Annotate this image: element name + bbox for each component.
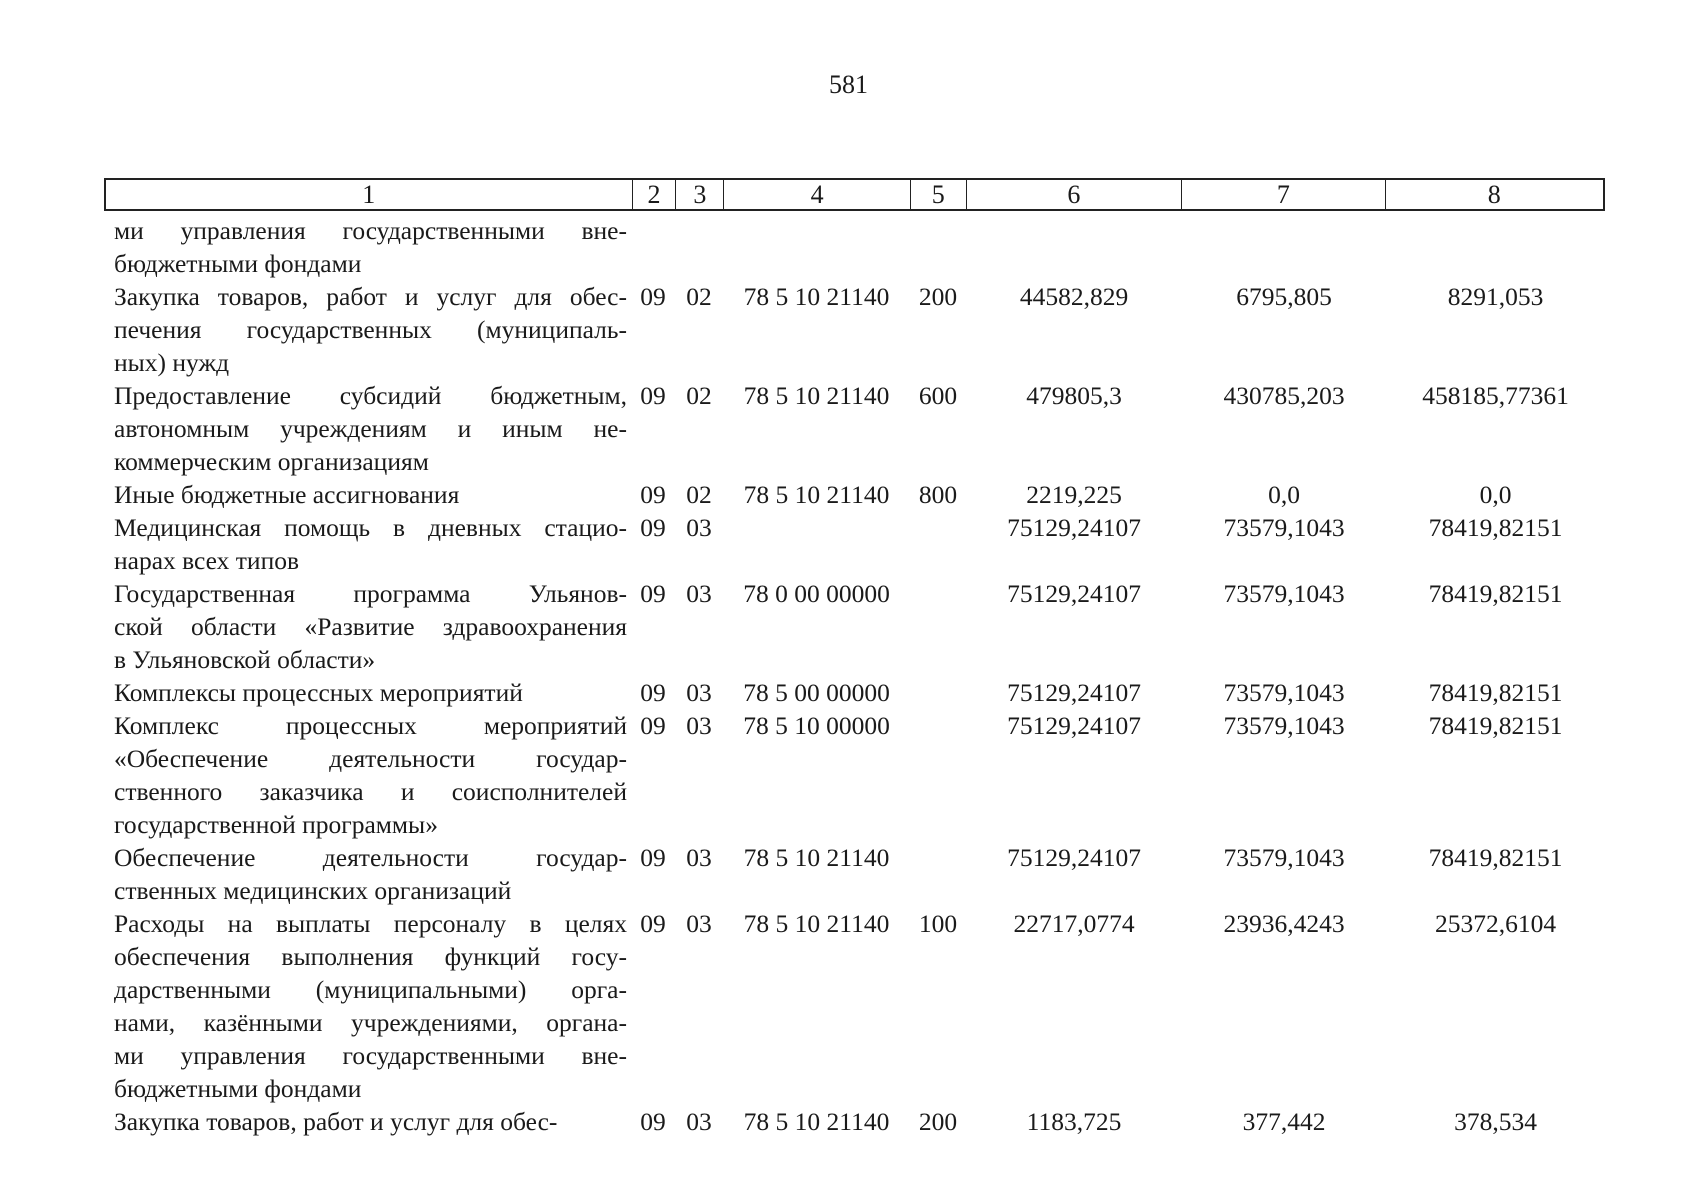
subsection-code: 03	[686, 909, 712, 938]
header-cell-5: 5	[910, 180, 966, 209]
expense-type-code: 600	[918, 381, 958, 410]
table-row	[104, 841, 1605, 907]
target-article-code: 78 5 10 21140	[743, 843, 890, 872]
amount-col-8: 458185,77361	[1422, 381, 1569, 410]
header-cell-4: 4	[723, 180, 910, 209]
description-line: в Ульяновской области»	[114, 645, 376, 674]
section-code: 09	[640, 711, 666, 740]
section-code: 09	[640, 1107, 666, 1136]
description-line: нами, казёнными учреждениями, органа-	[114, 1008, 627, 1037]
row-description	[104, 907, 631, 1105]
row-description	[104, 214, 631, 280]
description-line: Закупка товаров, работ и услуг для обес-	[114, 1107, 558, 1136]
description-line: дарственными (муниципальными) орга-	[114, 975, 627, 1004]
target-article-code	[723, 511, 910, 577]
description-line: Комплексы процессных мероприятий	[114, 678, 523, 707]
header-cell-1: 1	[362, 180, 376, 209]
row-description	[104, 379, 631, 478]
table-row	[104, 907, 1605, 1105]
amount-col-7: 23936,4243	[1223, 909, 1345, 938]
expense-type-code: 800	[918, 480, 958, 509]
target-article-code	[723, 214, 910, 280]
subsection-code: 02	[686, 282, 712, 311]
description-line: Расходы на выплаты персоналу в целях	[114, 909, 627, 938]
row-description	[104, 280, 631, 379]
description-line: бюджетными фондами	[114, 1074, 362, 1103]
description-line: ми управления государственными вне-	[114, 216, 627, 245]
description-line: бюджетными фондами	[114, 249, 362, 278]
expense-type-code: 200	[918, 1107, 958, 1136]
section-code: 09	[640, 579, 666, 608]
amount-col-6: 75129,24107	[1007, 711, 1141, 740]
subsection-code: 03	[686, 711, 712, 740]
subsection-code: 03	[686, 1107, 712, 1136]
amount-col-7: 73579,1043	[1223, 843, 1345, 872]
target-article-code: 78 5 10 21140	[743, 909, 890, 938]
description-line: нарах всех типов	[114, 546, 300, 575]
description-line: Предоставление субсидий бюджетным,	[114, 381, 627, 410]
table-header	[104, 178, 1605, 211]
amount-col-6: 75129,24107	[1007, 843, 1141, 872]
amount-col-8: 78419,82151	[1428, 711, 1563, 740]
table-row	[104, 709, 1605, 841]
row-description	[104, 676, 631, 709]
amount-col-7: 73579,1043	[1223, 678, 1345, 707]
amount-col-8	[1386, 214, 1605, 280]
amount-col-7: 73579,1043	[1223, 579, 1345, 608]
description-line: печения государственных (муниципаль-	[114, 315, 627, 344]
description-line: ственных медицинских организаций	[114, 876, 512, 905]
description-line: государственной программы»	[114, 810, 438, 839]
expense-type-code	[910, 841, 966, 907]
amount-col-8: 0,0	[1479, 480, 1512, 509]
amount-col-6: 1183,725	[1026, 1107, 1122, 1136]
header-cell-7: 7	[1181, 180, 1384, 209]
description-line: Медицинская помощь в дневных стацио-	[114, 513, 627, 542]
section-code: 09	[640, 381, 666, 410]
description-line: Обеспечение деятельности государ-	[114, 843, 627, 872]
amount-col-8: 378,534	[1454, 1107, 1537, 1136]
amount-col-8: 25372,6104	[1434, 909, 1557, 938]
amount-col-8: 78419,82151	[1428, 513, 1563, 542]
amount-col-6: 75129,24107	[1007, 513, 1141, 542]
page-number: 581	[829, 70, 868, 99]
row-description	[104, 1105, 631, 1138]
subsection-code: 03	[686, 513, 712, 542]
header-cell-3: 3	[675, 180, 723, 209]
section-code: 09	[640, 513, 666, 542]
amount-col-6: 75129,24107	[1007, 579, 1141, 608]
amount-col-6: 479805,3	[1026, 381, 1122, 410]
row-description	[104, 511, 631, 577]
subsection-code: 02	[686, 381, 712, 410]
header-cell-6: 6	[966, 180, 1181, 209]
section-code: 09	[640, 480, 666, 509]
description-line: Иные бюджетные ассигнования	[114, 480, 460, 509]
section-code	[631, 214, 675, 280]
table-row	[104, 1105, 1605, 1138]
table-row	[104, 676, 1605, 709]
amount-col-6: 2219,225	[1026, 480, 1122, 509]
amount-col-6	[966, 214, 1182, 280]
amount-col-7: 377,442	[1242, 1107, 1326, 1136]
amount-col-6: 44582,829	[1019, 282, 1129, 311]
table-row	[104, 577, 1605, 676]
table-row	[104, 379, 1605, 478]
table-row	[104, 511, 1605, 577]
section-code: 09	[640, 282, 666, 311]
row-description	[104, 577, 631, 676]
amount-col-8: 78419,82151	[1428, 678, 1563, 707]
header-cell-2: 2	[632, 180, 676, 209]
amount-col-6: 22717,0774	[1013, 909, 1135, 938]
amount-col-6: 75129,24107	[1007, 678, 1141, 707]
target-article-code: 78 5 10 21140	[743, 381, 890, 410]
subsection-code: 03	[686, 843, 712, 872]
expense-type-code: 100	[918, 909, 958, 938]
description-line: Государственная программа Ульянов-	[114, 579, 627, 608]
description-line: ской области «Развитие здравоохранения	[114, 612, 627, 641]
description-line: автономным учреждениям и иным не-	[114, 414, 627, 443]
amount-col-8: 78419,82151	[1428, 579, 1563, 608]
amount-col-7: 430785,203	[1223, 381, 1345, 410]
table-row	[104, 214, 1605, 280]
target-article-code: 78 5 10 21140	[743, 480, 890, 509]
target-article-code: 78 5 10 00000	[743, 711, 890, 740]
amount-col-8: 78419,82151	[1428, 843, 1563, 872]
expense-type-code	[910, 676, 966, 709]
row-description	[104, 709, 631, 841]
description-line: ственного заказчика и соисполнителей	[114, 777, 627, 806]
description-line: Комплекс процессных мероприятий	[114, 711, 627, 740]
amount-col-7: 73579,1043	[1223, 513, 1345, 542]
description-line: Закупка товаров, работ и услуг для обес-	[114, 282, 627, 311]
target-article-code: 78 5 10 21140	[743, 1107, 890, 1136]
table-row	[104, 280, 1605, 379]
description-line: ми управления государственными вне-	[114, 1041, 627, 1070]
target-article-code: 78 5 10 21140	[743, 282, 890, 311]
row-description	[104, 478, 631, 511]
description-line: ных) нужд	[114, 348, 230, 377]
table-body	[104, 214, 1605, 1138]
expense-type-code	[910, 214, 966, 280]
amount-col-7	[1182, 214, 1386, 280]
subsection-code: 03	[686, 678, 712, 707]
description-line: коммерческим организациям	[114, 447, 429, 476]
amount-col-7: 0,0	[1268, 480, 1300, 509]
description-line: «Обеспечение деятельности государ-	[114, 744, 627, 773]
expense-type-code	[910, 709, 966, 841]
subsection-code: 02	[686, 480, 712, 509]
section-code: 09	[640, 843, 666, 872]
row-description	[104, 841, 631, 907]
section-code: 09	[640, 909, 666, 938]
amount-col-7: 73579,1043	[1223, 711, 1345, 740]
description-line: обеспечения выполнения функций госу-	[114, 942, 627, 971]
header-cell-8: 8	[1385, 180, 1603, 209]
expense-type-code: 200	[918, 282, 958, 311]
amount-col-8: 8291,053	[1447, 282, 1544, 311]
expense-type-code	[910, 577, 966, 676]
target-article-code: 78 0 00 00000	[743, 579, 890, 608]
target-article-code: 78 5 00 00000	[743, 678, 890, 707]
expense-type-code	[910, 511, 966, 577]
subsection-code	[675, 214, 723, 280]
table-row	[104, 478, 1605, 511]
amount-col-7: 6795,805	[1236, 282, 1332, 311]
subsection-code: 03	[686, 579, 712, 608]
section-code: 09	[640, 678, 666, 707]
